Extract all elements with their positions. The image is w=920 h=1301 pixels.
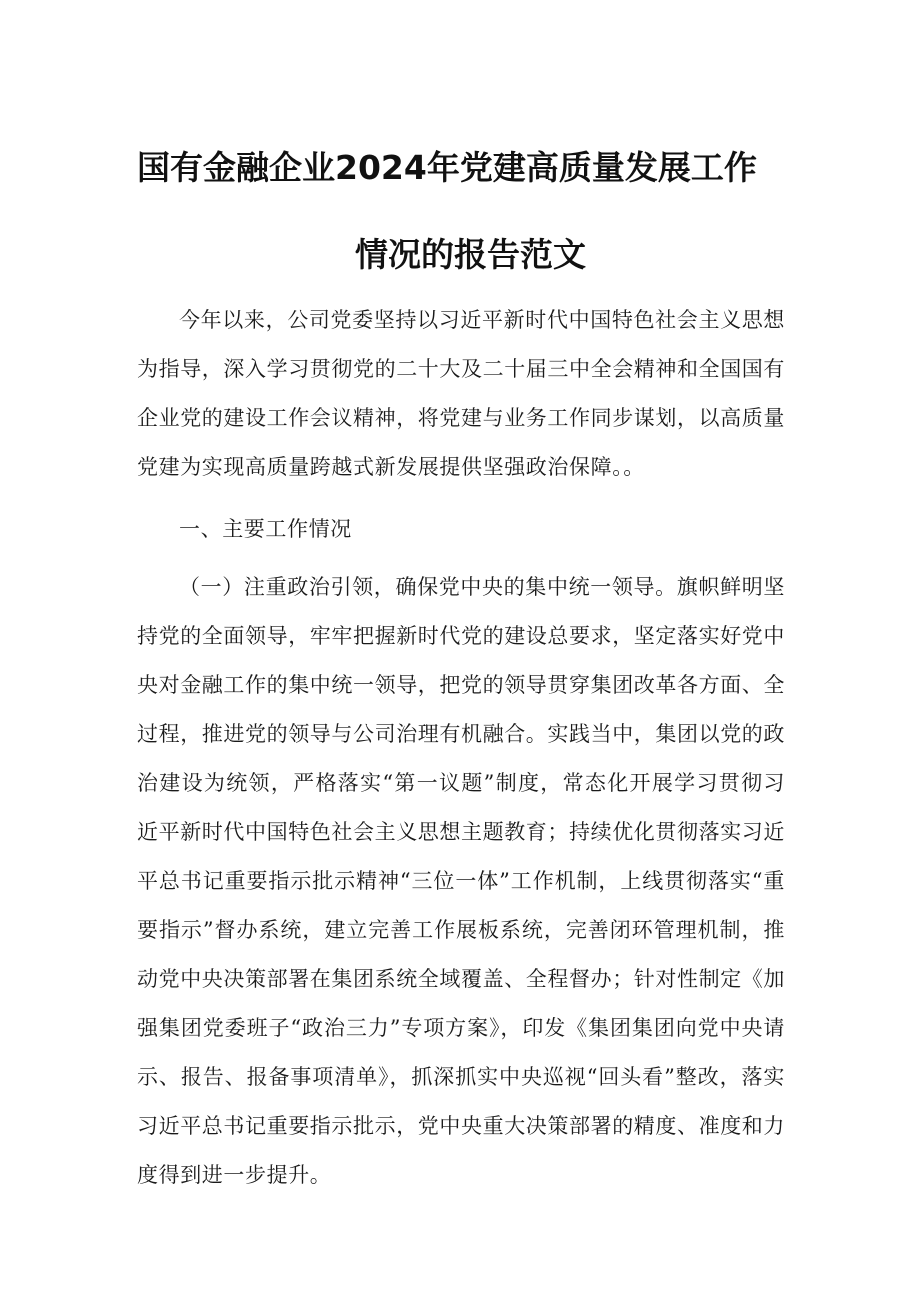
document-title-line-2: 情况的报告范文 [355, 235, 586, 274]
document-title-line-1: 国有金融企业2024年党建高质量发展工作 [137, 148, 757, 187]
section-heading: 一、主要工作情况 [179, 517, 352, 541]
section-paragraph: （一）注重政治引领，确保党中央的集中统一领导。旗帜鲜明坚持党的全面领导，牢牢把握新时代党的建设总要求，坚定落实好党中央对金融工作的集中统一领导，把党的领导贯穿集团改革各方面、全过程，推进党的领导与公司治理有机融合。实践当中，集团以党的政治建设为统领，严格落实“第一议题”制度，常态化开展学习贯彻习近平新时代中国特色社会主义思想主题教育；持续优化贯彻落实习近平总书记重要指示批示精神“三位一体”工作机制，上线贯彻落实“重要指示”督办系统，建立完善工作展板系统，完善闭环管理机制，推动党中央决策部署在集团系统全域覆盖、全程督办；针对性制定《加强集团党委班子“政治三力”专项方案》，印发《集团集团向党中央请示、报告、报备事项清单》，抓深抓实中央巡视“回头看”整改，落实习近平总书记重要指示批示，党中央重大决策部署的精度、准度和力度得到进一步提升。 [137, 575, 785, 1187]
intro-paragraph: 今年以来，公司党委坚持以习近平新时代中国特色社会主义思想为指导，深入学习贯彻党的二十大及二十届三中全会精神和全国国有企业党的建设工作会议精神，将党建与业务工作同步谋划，以高质量党建为实现高质量跨越式新发展提供坚强政治保障。。 [137, 308, 785, 479]
